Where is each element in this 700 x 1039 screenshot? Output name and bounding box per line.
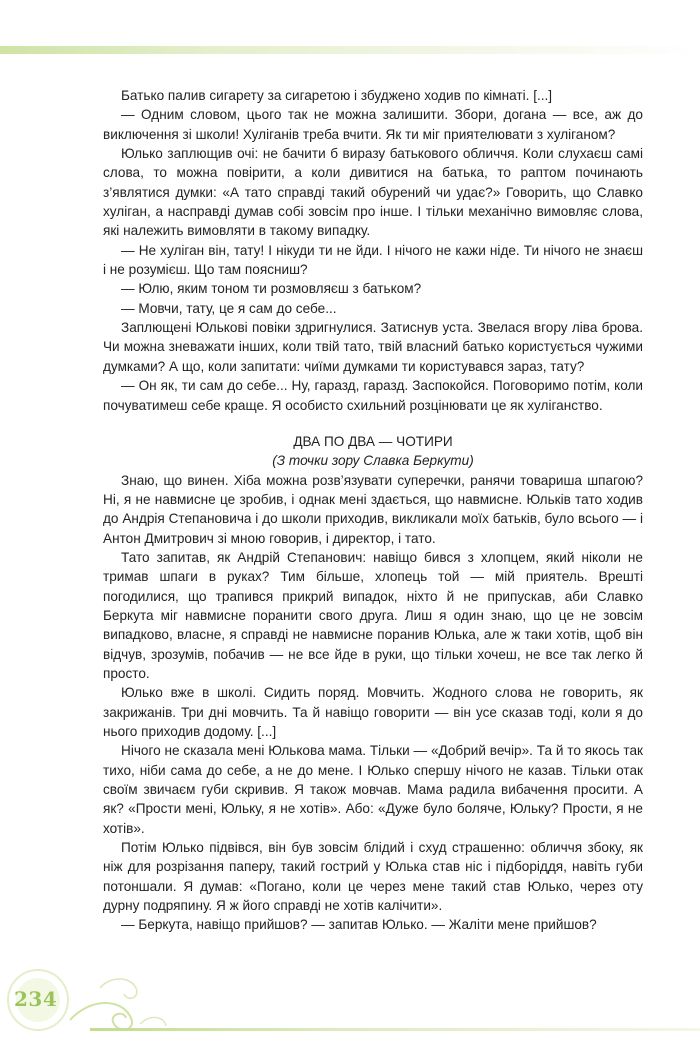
paragraph: Тато запитав, як Андрій Степанович: навіщо бився з хлопцем, який ніколи не тримав шпаги в руках? Тим більше, хлопець той — мій приятель. Врешті погодилися, що трапився прикрий випадок, ніхто й не припускав, аби Славко Беркута міг навмисне поранити свого друга. Лиш я один знаю, що це не зовсім випадково, власне, я справді не навмисне поранив Юлька, але ж таки хотів, щоб він відчув, зрозумів, побачив — не все йде в руки, що тільки хочеш, не все так легко й просто. (103, 549, 643, 681)
paragraph: — Он як, ти сам до себе... Ну, гаразд, гаразд. Заспокойся. Поговоримо потім, коли почуватимеш себе краще. Я особисто схильний розцінювати це як хуліганство. (103, 378, 643, 413)
paragraph: — Одним словом, цього так не можна залишити. Збори, догана — все, аж до виключення зі школи! Хуліганів треба вчити. Як ти міг приятелювати з хуліганом? (103, 107, 643, 142)
paragraph: — Мовчи, тату, це я сам до себе... (121, 300, 337, 316)
section-gap (103, 415, 643, 432)
paragraph: — Не хуліган він, тату! І нікуди ти не йди. І нічого не кажи ніде. Ти нічого не знаєш і не розумієш. Що там поясниш? (103, 242, 643, 278)
paragraph: Потім Юлько підвівся, він був зовсім блідий і схуд страшенно: обличчя збоку, як ніж для розрізання паперу, такий гострий у Юлька став ніс і підборіддя, навіть губи потоншали. Я думав: «Погано, коли це через мене такий став Юлько, через оту дурну подряпину. Я ж його справді не хотів калічити». (103, 840, 643, 914)
page-number: 234 (14, 987, 58, 1011)
paragraph: Нічого не сказала мені Юлькова мама. Тільки — «Добрий вечір». Та й то якось так тихо, ніби сама до себе, а не до мене. І Юлько спершу нічого не казав. Тільки отак своїм звичаєм губи скривив. Я також мовчав. Мама радила вибачення просити. А як? «Прости мені, Юльку, я не хотів». Або: «Дуже було боляче, Юльку? Прости, я не хотів». (103, 743, 643, 836)
footer-rule (90, 1028, 700, 1031)
paragraph: Юлько заплющив очі: не бачити б виразу батькового обличчя. Коли слухаєш самі слова, то можна повірити, а коли дивитися на батька, то раптом починають з’являтися думки: «А тато справді такий обурений чи удає?» Говорить, що Славко хуліган, а насправді думав собі зовсім про інше. І тільки механічно вимовляє слова, які належить вимовляти в такому випадку. (103, 146, 643, 239)
paragraph: — Юлю, яким тоном ти розмовляєш з батьком? (121, 281, 422, 297)
paragraph: Юлько вже в школі. Сидить поряд. Мовчить. Жодного слова не говорить, як закрижанів. Три дні мовчить. Та й навіщо говорити — він усе сказав тоді, коли я до нього приходив додому. [...] (103, 685, 643, 739)
paragraph: — Беркута, навіщо прийшов? — запитав Юлько. — Жаліти мене прийшов? (121, 917, 597, 933)
section-subtitle: (З точки зору Славка Беркути) (272, 453, 474, 469)
section-title: ДВА ПО ДВА — ЧОТИРИ (293, 433, 453, 449)
header-rule (0, 46, 700, 54)
paragraph: Заплющені Юлькові повіки здригнулися. Затиснув уста. Звелася вгору ліва брова. Чи можна зневажати інших, коли твій тато, твій власний батько користується чужими думками? А що, коли запитати: чиїми думками ти користувався зараз, тату? (103, 320, 643, 374)
paragraph: Батько палив сигарету за сигаретою і збуджено ходив по кімнаті. [...] (121, 88, 553, 103)
paragraph: Знаю, що винен. Хіба можна розв’язувати суперечки, ранячи товариша шпагою? Ні, я не навмисне це зробив, і однак мені здається, що навмисне. Юльків тато ходив до Андрія Степановича і до школи приходив, викликали моїх батьків, було всього — і Антон Дмитрович зі мною говорив, і директор, і тато. (103, 472, 643, 546)
page-text (103, 86, 643, 935)
